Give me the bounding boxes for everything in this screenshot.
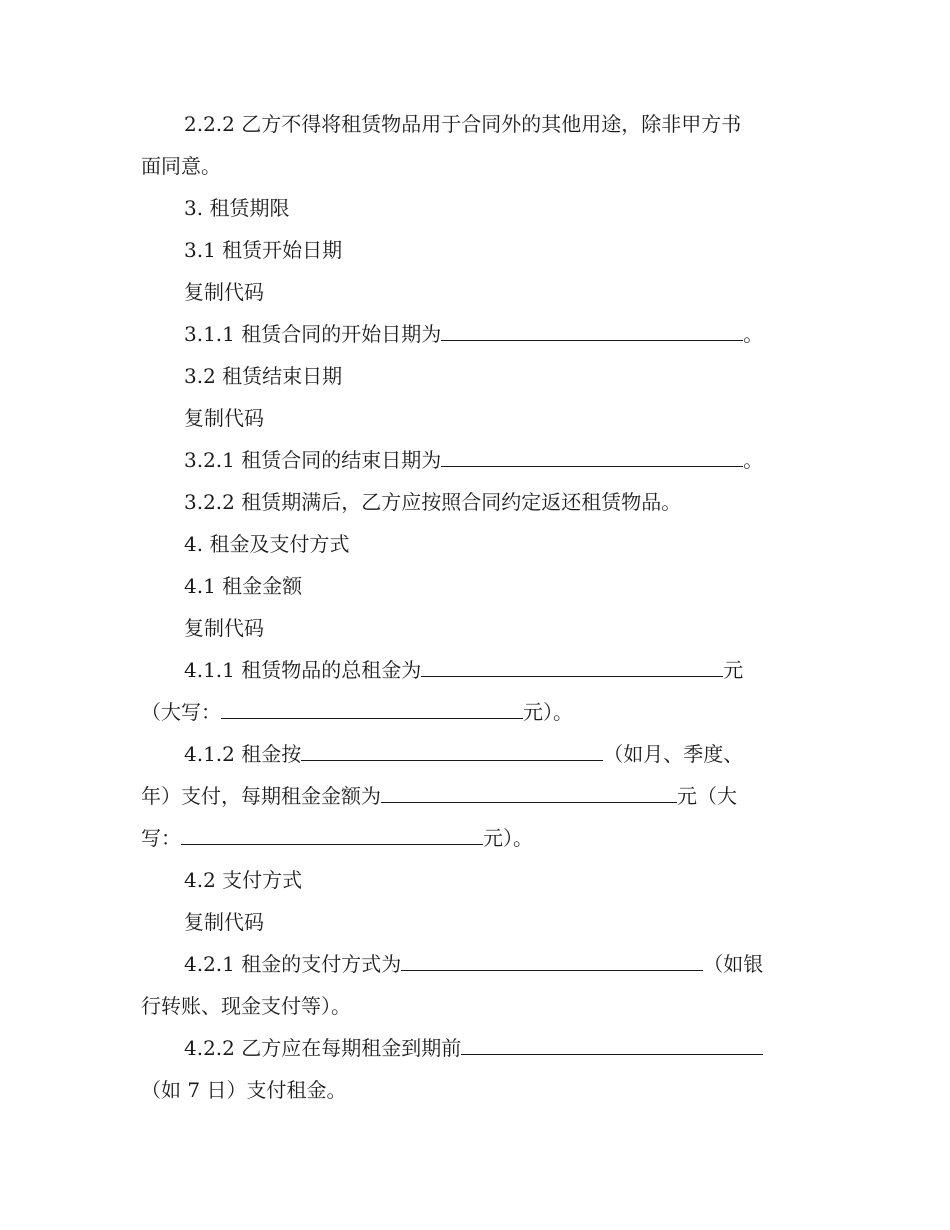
clause-4-2-2-line2: （如 7 日）支付租金。 bbox=[141, 1078, 347, 1102]
end-date-blank bbox=[441, 446, 743, 467]
clause-4-1-2-line3 bbox=[141, 824, 801, 852]
clause-4-2-2-text: 4.2.2 乙方应在每期租金到期前 bbox=[184, 1036, 462, 1060]
clause-4-1-2-unit: 元（大 bbox=[677, 784, 737, 808]
clause-3-1-1-text: 3.1.1 租赁合同的开始日期为 bbox=[184, 322, 442, 346]
clause-4-1-2-line1 bbox=[141, 740, 844, 768]
section-3-1-heading: 3.1 租赁开始日期 bbox=[184, 238, 343, 262]
clause-4-2-1-line2: 行转账、现金支付等）。 bbox=[141, 994, 351, 1018]
clause-4-1-1-line1 bbox=[141, 656, 844, 684]
clause-4-1-1-unit: 元 bbox=[723, 658, 744, 682]
start-date-blank bbox=[441, 320, 743, 341]
clause-4-1-2-text2: 年）支付，每期租金金额为 bbox=[141, 784, 381, 808]
clause-4-1-1-capital-end: 元）。 bbox=[523, 700, 573, 724]
clause-4-1-1-line2 bbox=[141, 698, 801, 726]
section-4-heading: 4. 租金及支付方式 bbox=[184, 532, 350, 556]
clause-2-2-2-line2: 面同意。 bbox=[141, 154, 221, 178]
clause-4-2-1-text: 4.2.1 租金的支付方式为 bbox=[184, 952, 402, 976]
clause-4-1-2-capital-end: 元）。 bbox=[483, 826, 533, 850]
payment-deadline-blank bbox=[461, 1034, 763, 1055]
clause-3-1-1 bbox=[141, 320, 844, 348]
copy-code-label: 复制代码 bbox=[184, 280, 264, 304]
clause-3-2-1-text: 3.2.1 租赁合同的结束日期为 bbox=[184, 448, 442, 472]
section-3-heading: 3. 租赁期限 bbox=[184, 196, 290, 220]
section-4-2-heading: 4.2 支付方式 bbox=[184, 868, 303, 892]
total-rent-blank bbox=[421, 656, 723, 677]
clause-2-2-2-line1: 2.2.2 乙方不得将租赁物品用于合同外的其他用途，除非甲方书 bbox=[184, 112, 742, 136]
copy-code-label: 复制代码 bbox=[184, 910, 264, 934]
clause-4-2-1-hint: （如银 bbox=[703, 952, 764, 976]
clause-4-1-1-capital-label: （大写： bbox=[141, 700, 221, 724]
copy-code-label: 复制代码 bbox=[184, 616, 264, 640]
clause-4-1-2-hint: （如月、季度、 bbox=[603, 742, 744, 766]
clause-3-1-1-end: 。 bbox=[743, 322, 764, 346]
clause-3-2-1 bbox=[141, 446, 844, 474]
clause-3-2-2: 3.2.2 租赁期满后，乙方应按照合同约定返还租赁物品。 bbox=[184, 490, 682, 514]
clause-3-2-1-end: 。 bbox=[743, 448, 764, 472]
payment-method-blank bbox=[401, 950, 703, 971]
clause-4-1-2-capital-label: 写： bbox=[141, 826, 181, 850]
copy-code-label: 复制代码 bbox=[184, 406, 264, 430]
section-3-2-heading: 3.2 租赁结束日期 bbox=[184, 364, 343, 388]
clause-4-2-2-line1 bbox=[141, 1034, 844, 1062]
section-4-1-heading: 4.1 租金金额 bbox=[184, 574, 303, 598]
period-rent-capital-blank bbox=[181, 824, 483, 845]
clause-4-1-1-text: 4.1.1 租赁物品的总租金为 bbox=[184, 658, 422, 682]
total-rent-capital-blank bbox=[221, 698, 523, 719]
clause-4-1-2-text: 4.1.2 租金按 bbox=[184, 742, 302, 766]
clause-4-1-2-line2 bbox=[141, 782, 801, 810]
clause-4-2-1-line1 bbox=[141, 950, 844, 978]
period-rent-blank bbox=[381, 782, 677, 803]
payment-period-blank bbox=[301, 740, 603, 761]
